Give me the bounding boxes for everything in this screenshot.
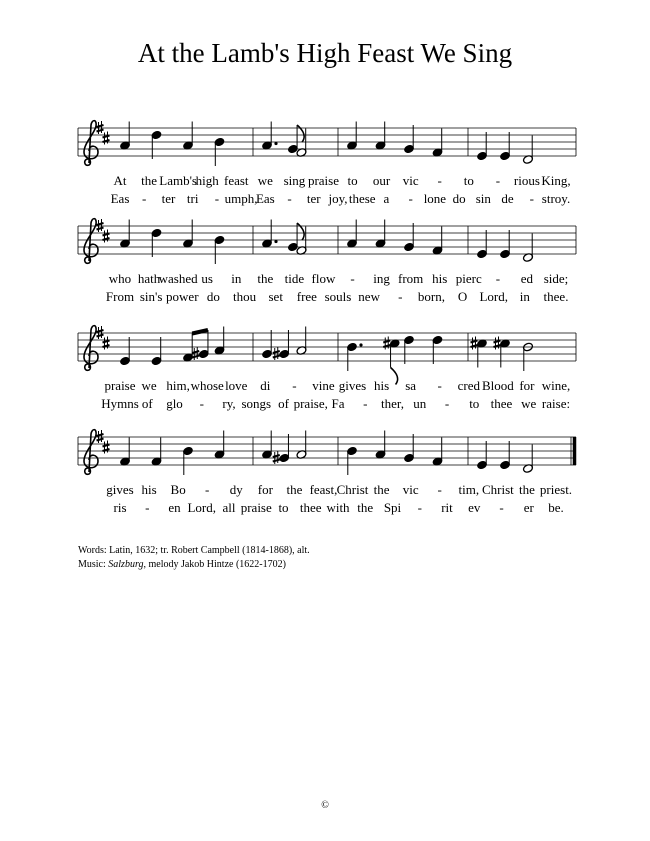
lyric-syllable: praise [104,378,136,393]
lyric-syllable: for [519,378,535,393]
lyric-syllable: cred [457,378,480,393]
lyric-syllable: - [142,191,147,206]
lyric-syllable: his [432,271,448,286]
key-sharp-c-icon [103,337,110,350]
lyric-syllable: gives [106,482,134,497]
lyric-syllable: do [452,191,466,206]
lyric-syllable: gives [338,378,367,393]
lyric-syllable: wine, [541,378,571,393]
lyric-syllable: our [372,173,391,188]
music-credit [78,559,286,570]
lyric-syllable: Fa [331,396,345,411]
treble-clef-icon [84,219,98,264]
music-credit-prefix: Music: [78,559,109,570]
key-sharp-c-icon [103,132,110,145]
accidental-sharp-icon [383,337,390,350]
accidental-sharp-icon [273,347,280,360]
lyric-syllable: raise: [541,396,571,411]
lyric-syllable: - [350,271,355,286]
lyric-syllable: praise [240,500,272,515]
lyric-syllable: the [373,482,390,497]
lyric-syllable: we [521,396,537,411]
lyric-syllable: tide [284,271,305,286]
lyric-syllable: thee [299,500,322,515]
lyric-syllable: - [205,482,210,497]
lyric-syllable: the [257,271,274,286]
lyric-syllable: ther, [381,396,404,411]
lyric-syllable: to [347,173,358,188]
lyric-syllable: King, [541,173,571,188]
accidental-sharp-icon [192,347,199,360]
lyric-syllable: flow [311,271,336,286]
lyric-syllable: - [499,500,504,515]
lyric-syllable: souls [324,289,352,304]
treble-clef-icon [84,430,98,475]
lyric-syllable: Christ [481,482,514,497]
lyric-syllable: feast [223,173,249,188]
page-title: At the Lamb's High Feast We Sing [137,38,513,68]
lyric-syllable: washed [158,271,198,286]
lyric-syllable: power [166,289,199,304]
lyric-syllable: un [413,396,427,411]
note-flag [297,125,304,142]
lyric-syllable: - [214,191,220,206]
lyric-syllable: - [145,500,150,515]
lyric-syllable: whose [190,378,224,393]
lyric-syllable: - [437,482,442,497]
lyric-syllable: en [168,500,181,515]
music-credit-suffix: , melody Jakob Hintze (1622-1702) [143,559,286,570]
lyric-syllable: to [463,173,474,188]
lyric-syllable: from [398,271,424,286]
key-sharp-c-icon [103,230,110,243]
lyric-syllable: At [113,173,127,188]
lyric-syllable: we [257,173,273,188]
lyric-syllable: his [374,378,390,393]
lyric-syllable: umph, [224,191,258,206]
lyric-syllable: rit [441,500,453,515]
lyric-syllable: us [201,271,213,286]
lyric-syllable: praise, [293,396,328,411]
lyric-syllable: - [408,191,413,206]
lyric-syllable: be. [548,500,564,515]
lyric-syllable: From [105,289,135,304]
lyric-syllable: Bo [170,482,186,497]
lyric-syllable: thou [233,289,257,304]
copyright-mark: © [321,800,329,811]
lyric-syllable: er [523,500,534,515]
lyric-syllable: dy [229,482,243,497]
note-flag [297,223,304,240]
lyric-syllable: him, [166,378,190,393]
lyric-syllable: these [348,191,376,206]
lyric-syllable: - [287,191,292,206]
lyric-syllable: vine [312,378,335,393]
treble-clef-icon [84,121,98,166]
lyric-syllable: ev [468,500,481,515]
lyric-syllable: sin [475,191,491,206]
key-sharp-f-icon [97,430,104,443]
lyric-syllable: thee. [543,289,569,304]
lyric-syllable: ris [113,500,127,515]
lyric-syllable: O [457,289,468,304]
lyric-syllable: new [358,289,380,304]
lyric-syllable: the [357,500,374,515]
lyric-syllable: - [292,378,297,393]
dot [274,142,277,145]
lyric-syllable: who [108,271,132,286]
lyric-syllable: - [495,271,501,286]
tune-name: Salzburg [108,559,144,570]
lyric-syllable: love [225,378,248,393]
lyric-syllable: - [437,378,442,393]
lyric-syllable: - [437,173,442,188]
accidental-sharp-icon [471,337,478,350]
treble-clef-icon [84,326,98,371]
lyric-syllable: Lamb's [159,173,198,188]
lyric-syllable: joy, [328,191,348,206]
lyric-syllable: stroy. [541,191,571,206]
lyric-syllable: the [518,482,535,497]
dot [359,343,362,346]
lyric-syllable: praise [307,173,339,188]
lyric-syllable: for [257,482,273,497]
key-sharp-c-icon [103,441,110,454]
lyric-syllable: di [260,378,271,393]
lyric-syllable: the [141,173,158,188]
lyric-syllable: of [141,396,153,411]
lyric-syllable: set [268,289,283,304]
lyric-syllable: ry, [222,396,236,411]
lyric-syllable: high [195,173,219,188]
lyric-syllable: sin's [139,289,163,304]
lyric-syllable: pierc [455,271,482,286]
lyric-syllable: of [278,396,289,411]
dot [274,240,277,243]
lyric-syllable: Eas [110,191,130,206]
lyric-syllable: ter [161,191,176,206]
lyric-syllable: to [469,396,480,411]
key-sharp-f-icon [97,326,104,339]
lyric-syllable: do [206,289,220,304]
lyric-syllable: a [383,191,390,206]
lyric-syllable: vic [402,173,419,188]
lyric-syllable: in [519,289,530,304]
lyric-syllable: - [363,396,368,411]
accidental-sharp-icon [273,451,280,464]
lyric-syllable: sa [405,378,417,393]
lyric-syllable: feast, [309,482,338,497]
lyric-syllable: songs [241,396,272,411]
lyric-syllable: - [444,396,450,411]
lyric-syllable: to [278,500,289,515]
lyric-syllable: Christ [336,482,369,497]
lyric-syllable: - [398,289,403,304]
key-sharp-f-icon [97,219,104,232]
lyric-syllable: - [199,396,204,411]
note-flag [391,368,398,385]
lyric-syllable: the [286,482,303,497]
lyric-syllable: Hymns [101,396,139,411]
lyric-syllable: thee [490,396,513,411]
lyric-syllable: Lord, [479,289,508,304]
lyric-syllable: lone [423,191,447,206]
lyric-syllable: de [501,191,514,206]
lyric-syllable: free [296,289,317,304]
lyric-syllable: glo [166,396,183,411]
lyric-syllable: born, [417,289,445,304]
lyric-syllable: hath [137,271,161,286]
words-credit: Words: Latin, 1632; tr. Robert Campbell (1814-1868), alt. [78,545,310,556]
key-sharp-f-icon [97,121,104,134]
lyric-syllable: ing [373,271,390,286]
lyric-syllable: sing [283,173,306,188]
lyric-syllable: tim, [458,482,480,497]
lyric-syllable: - [417,500,422,515]
lyric-syllable: ter [306,191,321,206]
accidental-sharp-icon [494,337,501,350]
lyric-syllable: - [495,173,501,188]
lyric-syllable: his [141,482,157,497]
lyric-syllable: - [529,191,534,206]
lyric-syllable: rious [513,173,540,188]
lyric-syllable: with [326,500,350,515]
lyric-syllable: side; [543,271,569,286]
lyric-syllable: Spi [383,500,402,515]
lyric-syllable: priest. [539,482,573,497]
lyric-syllable: we [141,378,157,393]
lyric-syllable: all [222,500,236,515]
lyric-syllable: tri [186,191,199,206]
lyric-syllable: ed [520,271,534,286]
lyric-syllable: Lord, [187,500,217,515]
lyric-syllable: vic [402,482,419,497]
lyric-syllable: in [231,271,242,286]
lyric-syllable: Eas [255,191,275,206]
lyric-syllable: Blood [481,378,514,393]
